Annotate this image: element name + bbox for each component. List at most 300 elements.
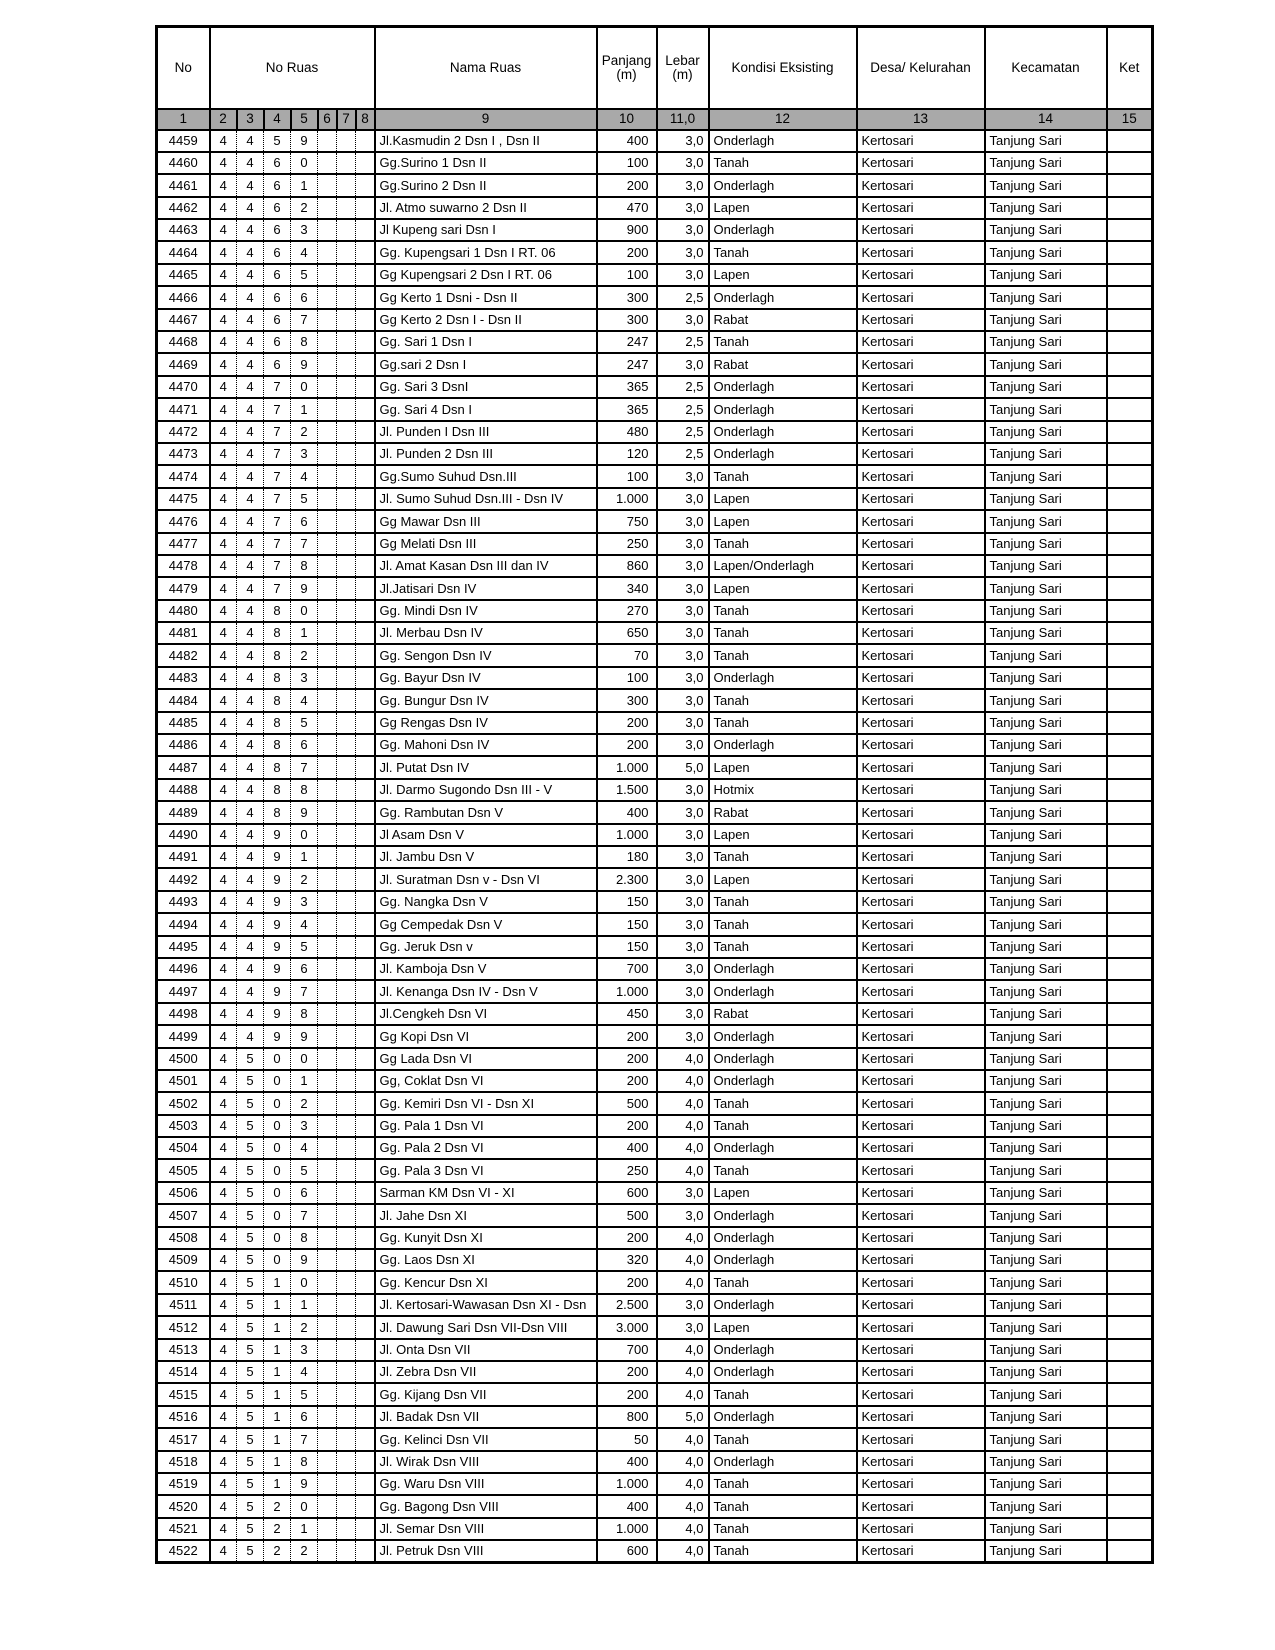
header-no-ruas: No Ruas — [210, 27, 375, 109]
ruas-digit-cell: 6 — [264, 174, 291, 196]
width-cell: 2,5 — [657, 421, 709, 443]
table-row — [157, 1092, 1153, 1114]
table-row — [157, 1406, 1153, 1428]
condition-cell: Tanah — [709, 1495, 857, 1517]
ruas-digit-cell: 4 — [210, 1070, 237, 1092]
ruas-digit-cell: 8 — [291, 331, 318, 353]
width-cell: 3,0 — [657, 1204, 709, 1226]
ruas-digit-cell: 0 — [264, 1048, 291, 1070]
ruas-digit-cell: 4 — [237, 846, 264, 868]
table-row — [157, 1115, 1153, 1137]
ruas-empty-cell — [318, 756, 337, 778]
ruas-digit-cell: 5 — [237, 1383, 264, 1405]
width-cell: 3,0 — [657, 712, 709, 734]
table-row — [157, 1473, 1153, 1495]
table-row — [157, 286, 1153, 308]
column-number-cell: 9 — [375, 109, 597, 130]
remarks-cell — [1107, 1495, 1153, 1517]
length-cell: 1.500 — [597, 779, 657, 801]
condition-cell: Tanah — [709, 533, 857, 555]
length-cell: 100 — [597, 152, 657, 174]
road-name-cell: Gg. Jeruk Dsn v — [375, 936, 597, 958]
ruas-digit-cell: 1 — [291, 398, 318, 420]
ruas-empty-cell — [318, 1495, 337, 1517]
village-cell: Kertosari — [857, 174, 985, 196]
road-name-cell: Gg. Pala 3 Dsn VI — [375, 1159, 597, 1181]
ruas-empty-cell — [356, 1540, 375, 1562]
ruas-digit-cell: 4 — [237, 264, 264, 286]
condition-cell: Onderlagh — [709, 1406, 857, 1428]
ruas-empty-cell — [318, 801, 337, 823]
ruas-empty-cell — [337, 958, 356, 980]
ruas-digit-cell: 8 — [264, 644, 291, 666]
district-cell: Tanjung Sari — [985, 1159, 1107, 1181]
ruas-empty-cell — [337, 443, 356, 465]
row-number-cell: 4520 — [157, 1495, 210, 1517]
ruas-empty-cell — [318, 286, 337, 308]
ruas-digit-cell: 4 — [210, 197, 237, 219]
ruas-empty-cell — [337, 1473, 356, 1495]
width-cell: 3,0 — [657, 600, 709, 622]
village-cell: Kertosari — [857, 197, 985, 219]
remarks-cell — [1107, 510, 1153, 532]
road-name-cell: Jl. Zebra Dsn VII — [375, 1361, 597, 1383]
ruas-digit-cell: 8 — [264, 801, 291, 823]
ruas-empty-cell — [356, 1383, 375, 1405]
table-row — [157, 1159, 1153, 1181]
ruas-empty-cell — [318, 197, 337, 219]
column-number-cell: 12 — [709, 109, 857, 130]
row-number-cell: 4496 — [157, 958, 210, 980]
ruas-digit-cell: 8 — [264, 712, 291, 734]
header-nama-ruas: Nama Ruas — [375, 27, 597, 109]
ruas-empty-cell — [337, 1092, 356, 1114]
row-number-cell: 4510 — [157, 1271, 210, 1293]
ruas-empty-cell — [356, 1428, 375, 1450]
ruas-empty-cell — [337, 1428, 356, 1450]
village-cell: Kertosari — [857, 667, 985, 689]
condition-cell: Lapen — [709, 197, 857, 219]
width-cell: 2,5 — [657, 443, 709, 465]
ruas-empty-cell — [337, 398, 356, 420]
table-row — [157, 1271, 1153, 1293]
ruas-digit-cell: 4 — [210, 958, 237, 980]
ruas-digit-cell: 4 — [237, 555, 264, 577]
header-lebar — [657, 27, 709, 109]
length-cell: 400 — [597, 1451, 657, 1473]
ruas-digit-cell: 4 — [237, 936, 264, 958]
width-cell: 3,0 — [657, 309, 709, 331]
table-row — [157, 353, 1153, 375]
ruas-digit-cell: 7 — [264, 577, 291, 599]
row-number-cell: 4487 — [157, 756, 210, 778]
width-cell: 4,0 — [657, 1271, 709, 1293]
remarks-cell — [1107, 488, 1153, 510]
width-cell: 3,0 — [657, 510, 709, 532]
ruas-empty-cell — [318, 264, 337, 286]
ruas-digit-cell: 9 — [291, 130, 318, 152]
row-number-cell: 4516 — [157, 1406, 210, 1428]
district-cell: Tanjung Sari — [985, 1406, 1107, 1428]
village-cell: Kertosari — [857, 1048, 985, 1070]
width-cell: 3,0 — [657, 241, 709, 263]
column-number-cell: 1 — [157, 109, 210, 130]
ruas-digit-cell: 4 — [237, 958, 264, 980]
table-row — [157, 1495, 1153, 1517]
table-row — [157, 1451, 1153, 1473]
ruas-digit-cell: 1 — [291, 622, 318, 644]
ruas-empty-cell — [337, 891, 356, 913]
ruas-digit-cell: 8 — [291, 779, 318, 801]
width-cell: 3,0 — [657, 577, 709, 599]
road-name-cell: Gg Kupengsari 2 Dsn I RT. 06 — [375, 264, 597, 286]
road-name-cell: Gg. Pala 2 Dsn VI — [375, 1137, 597, 1159]
ruas-empty-cell — [356, 197, 375, 219]
table-row — [157, 376, 1153, 398]
ruas-empty-cell — [356, 1406, 375, 1428]
ruas-digit-cell: 7 — [264, 465, 291, 487]
ruas-empty-cell — [356, 241, 375, 263]
road-name-cell: Gg. Nangka Dsn V — [375, 891, 597, 913]
ruas-digit-cell: 4 — [237, 712, 264, 734]
district-cell: Tanjung Sari — [985, 1339, 1107, 1361]
condition-cell: Rabat — [709, 353, 857, 375]
ruas-empty-cell — [337, 421, 356, 443]
district-cell: Tanjung Sari — [985, 331, 1107, 353]
ruas-empty-cell — [337, 1003, 356, 1025]
width-cell: 3,0 — [657, 779, 709, 801]
width-cell: 3,0 — [657, 622, 709, 644]
row-number-cell: 4493 — [157, 891, 210, 913]
ruas-digit-cell: 4 — [237, 980, 264, 1002]
condition-cell: Onderlagh — [709, 174, 857, 196]
ruas-digit-cell: 5 — [237, 1406, 264, 1428]
ruas-digit-cell: 8 — [264, 667, 291, 689]
road-name-cell: Gg. Kelinci Dsn VII — [375, 1428, 597, 1450]
ruas-digit-cell: 6 — [264, 286, 291, 308]
remarks-cell — [1107, 353, 1153, 375]
length-cell: 340 — [597, 577, 657, 599]
row-number-cell: 4503 — [157, 1115, 210, 1137]
remarks-cell — [1107, 622, 1153, 644]
ruas-digit-cell: 4 — [210, 868, 237, 890]
length-cell: 600 — [597, 1540, 657, 1562]
ruas-empty-cell — [356, 1204, 375, 1226]
length-cell: 650 — [597, 622, 657, 644]
village-cell: Kertosari — [857, 398, 985, 420]
ruas-digit-cell: 7 — [291, 309, 318, 331]
road-name-cell: Gg. Waru Dsn VIII — [375, 1473, 597, 1495]
ruas-empty-cell — [356, 868, 375, 890]
length-cell: 247 — [597, 331, 657, 353]
row-number-cell: 4505 — [157, 1159, 210, 1181]
ruas-digit-cell: 1 — [291, 846, 318, 868]
table-row — [157, 555, 1153, 577]
ruas-empty-cell — [356, 398, 375, 420]
village-cell: Kertosari — [857, 891, 985, 913]
road-name-cell: Gg. Bungur Dsn IV — [375, 689, 597, 711]
condition-cell: Tanah — [709, 846, 857, 868]
ruas-digit-cell: 5 — [237, 1316, 264, 1338]
ruas-empty-cell — [318, 1518, 337, 1540]
ruas-digit-cell: 0 — [264, 1070, 291, 1092]
ruas-digit-cell: 0 — [291, 1495, 318, 1517]
row-number-cell: 4507 — [157, 1204, 210, 1226]
ruas-empty-cell — [356, 667, 375, 689]
ruas-empty-cell — [318, 712, 337, 734]
condition-cell: Onderlagh — [709, 734, 857, 756]
village-cell: Kertosari — [857, 1406, 985, 1428]
ruas-digit-cell: 4 — [210, 353, 237, 375]
village-cell: Kertosari — [857, 309, 985, 331]
table-row — [157, 622, 1153, 644]
road-name-cell: Gg. Sari 4 Dsn I — [375, 398, 597, 420]
village-cell: Kertosari — [857, 913, 985, 935]
condition-cell: Onderlagh — [709, 286, 857, 308]
ruas-digit-cell: 1 — [264, 1473, 291, 1495]
village-cell: Kertosari — [857, 868, 985, 890]
district-cell: Tanjung Sari — [985, 376, 1107, 398]
ruas-digit-cell: 0 — [264, 1182, 291, 1204]
ruas-digit-cell: 7 — [291, 980, 318, 1002]
table-row — [157, 443, 1153, 465]
condition-cell: Onderlagh — [709, 1249, 857, 1271]
ruas-empty-cell — [337, 577, 356, 599]
district-cell: Tanjung Sari — [985, 443, 1107, 465]
condition-cell: Lapen — [709, 756, 857, 778]
condition-cell: Tanah — [709, 689, 857, 711]
district-cell: Tanjung Sari — [985, 1540, 1107, 1562]
village-cell: Kertosari — [857, 936, 985, 958]
width-cell: 3,0 — [657, 219, 709, 241]
column-number-cell: 11,0 — [657, 109, 709, 130]
table-row — [157, 577, 1153, 599]
condition-cell: Tanah — [709, 1159, 857, 1181]
ruas-empty-cell — [337, 376, 356, 398]
condition-cell: Tanah — [709, 913, 857, 935]
row-number-cell: 4498 — [157, 1003, 210, 1025]
village-cell: Kertosari — [857, 756, 985, 778]
row-number-cell: 4509 — [157, 1249, 210, 1271]
road-name-cell: Jl. Kamboja Dsn V — [375, 958, 597, 980]
road-name-cell: Gg. Mahoni Dsn IV — [375, 734, 597, 756]
table-row — [157, 1316, 1153, 1338]
width-cell: 3,0 — [657, 264, 709, 286]
ruas-empty-cell — [337, 1249, 356, 1271]
ruas-empty-cell — [318, 868, 337, 890]
length-cell: 400 — [597, 130, 657, 152]
condition-cell: Lapen — [709, 577, 857, 599]
column-number-cell: 6 — [318, 109, 337, 130]
ruas-digit-cell: 4 — [237, 398, 264, 420]
row-number-cell: 4506 — [157, 1182, 210, 1204]
ruas-empty-cell — [318, 1048, 337, 1070]
ruas-digit-cell: 4 — [210, 533, 237, 555]
district-cell: Tanjung Sari — [985, 510, 1107, 532]
ruas-digit-cell: 5 — [237, 1518, 264, 1540]
table-row — [157, 1361, 1153, 1383]
length-cell: 2.300 — [597, 868, 657, 890]
width-cell: 4,0 — [657, 1115, 709, 1137]
ruas-digit-cell: 1 — [264, 1294, 291, 1316]
village-cell: Kertosari — [857, 1137, 985, 1159]
village-cell: Kertosari — [857, 1383, 985, 1405]
ruas-empty-cell — [318, 398, 337, 420]
remarks-cell — [1107, 1159, 1153, 1181]
ruas-empty-cell — [318, 510, 337, 532]
ruas-digit-cell: 4 — [210, 1540, 237, 1562]
table-header-row — [157, 27, 1153, 109]
district-cell: Tanjung Sari — [985, 1495, 1107, 1517]
ruas-empty-cell — [356, 644, 375, 666]
length-cell: 50 — [597, 1428, 657, 1450]
remarks-cell — [1107, 667, 1153, 689]
width-cell: 2,5 — [657, 331, 709, 353]
ruas-empty-cell — [356, 1361, 375, 1383]
length-cell: 200 — [597, 1070, 657, 1092]
ruas-digit-cell: 5 — [291, 1383, 318, 1405]
village-cell: Kertosari — [857, 712, 985, 734]
ruas-digit-cell: 4 — [210, 1361, 237, 1383]
ruas-digit-cell: 2 — [291, 421, 318, 443]
remarks-cell — [1107, 241, 1153, 263]
district-cell: Tanjung Sari — [985, 465, 1107, 487]
header-lebar-label: Lebar — [665, 52, 700, 68]
row-number-cell: 4518 — [157, 1451, 210, 1473]
ruas-digit-cell: 5 — [237, 1495, 264, 1517]
ruas-digit-cell: 4 — [210, 734, 237, 756]
village-cell: Kertosari — [857, 241, 985, 263]
remarks-cell — [1107, 1316, 1153, 1338]
table-row — [157, 130, 1153, 152]
remarks-cell — [1107, 577, 1153, 599]
ruas-empty-cell — [356, 219, 375, 241]
village-cell: Kertosari — [857, 1025, 985, 1047]
ruas-empty-cell — [318, 1070, 337, 1092]
header-kecamatan: Kecamatan — [985, 27, 1107, 109]
condition-cell: Onderlagh — [709, 443, 857, 465]
road-name-cell: Gg.Sumo Suhud Dsn.III — [375, 465, 597, 487]
width-cell: 3,0 — [657, 152, 709, 174]
ruas-empty-cell — [356, 689, 375, 711]
ruas-digit-cell: 1 — [264, 1428, 291, 1450]
ruas-digit-cell: 3 — [291, 667, 318, 689]
ruas-empty-cell — [356, 622, 375, 644]
ruas-digit-cell: 0 — [291, 152, 318, 174]
condition-cell: Lapen — [709, 1316, 857, 1338]
district-cell: Tanjung Sari — [985, 1451, 1107, 1473]
ruas-empty-cell — [356, 1070, 375, 1092]
length-cell: 860 — [597, 555, 657, 577]
remarks-cell — [1107, 1227, 1153, 1249]
ruas-digit-cell: 9 — [264, 913, 291, 935]
village-cell: Kertosari — [857, 1159, 985, 1181]
ruas-empty-cell — [318, 1294, 337, 1316]
road-name-cell: Gg. Pala 1 Dsn VI — [375, 1115, 597, 1137]
ruas-digit-cell: 9 — [264, 1025, 291, 1047]
road-name-cell: Gg. Bagong Dsn VIII — [375, 1495, 597, 1517]
district-cell: Tanjung Sari — [985, 1182, 1107, 1204]
table-row — [157, 846, 1153, 868]
ruas-empty-cell — [356, 980, 375, 1002]
ruas-empty-cell — [356, 309, 375, 331]
ruas-empty-cell — [337, 1271, 356, 1293]
ruas-digit-cell: 0 — [291, 1048, 318, 1070]
table-row — [157, 600, 1153, 622]
ruas-empty-cell — [337, 1048, 356, 1070]
village-cell: Kertosari — [857, 443, 985, 465]
condition-cell: Tanah — [709, 891, 857, 913]
ruas-empty-cell — [318, 152, 337, 174]
ruas-empty-cell — [318, 443, 337, 465]
remarks-cell — [1107, 1048, 1153, 1070]
table-row — [157, 398, 1153, 420]
ruas-empty-cell — [318, 488, 337, 510]
width-cell: 4,0 — [657, 1495, 709, 1517]
ruas-empty-cell — [318, 1361, 337, 1383]
road-inventory-table — [155, 25, 1154, 1564]
ruas-empty-cell — [356, 130, 375, 152]
ruas-empty-cell — [337, 846, 356, 868]
ruas-digit-cell: 4 — [210, 712, 237, 734]
ruas-empty-cell — [356, 779, 375, 801]
ruas-empty-cell — [356, 555, 375, 577]
district-cell: Tanjung Sari — [985, 891, 1107, 913]
column-number-cell: 3 — [237, 109, 264, 130]
row-number-cell: 4489 — [157, 801, 210, 823]
ruas-digit-cell: 4 — [237, 309, 264, 331]
row-number-cell: 4478 — [157, 555, 210, 577]
column-number-cell: 4 — [264, 109, 291, 130]
table-row — [157, 1518, 1153, 1540]
ruas-digit-cell: 6 — [291, 1182, 318, 1204]
condition-cell: Tanah — [709, 1271, 857, 1293]
ruas-empty-cell — [337, 353, 356, 375]
remarks-cell — [1107, 1115, 1153, 1137]
ruas-digit-cell: 5 — [237, 1540, 264, 1562]
road-name-cell: Jl. Dawung Sari Dsn VII-Dsn VIII — [375, 1316, 597, 1338]
table-row — [157, 465, 1153, 487]
ruas-digit-cell: 2 — [291, 868, 318, 890]
district-cell: Tanjung Sari — [985, 913, 1107, 935]
width-cell: 3,0 — [657, 913, 709, 935]
district-cell: Tanjung Sari — [985, 936, 1107, 958]
table-row — [157, 1540, 1153, 1562]
remarks-cell — [1107, 443, 1153, 465]
condition-cell: Onderlagh — [709, 667, 857, 689]
ruas-empty-cell — [356, 331, 375, 353]
ruas-digit-cell: 4 — [210, 1137, 237, 1159]
condition-cell: Rabat — [709, 309, 857, 331]
ruas-digit-cell: 4 — [210, 1428, 237, 1450]
ruas-digit-cell: 4 — [237, 689, 264, 711]
ruas-digit-cell: 4 — [210, 421, 237, 443]
length-cell: 100 — [597, 465, 657, 487]
ruas-empty-cell — [356, 1294, 375, 1316]
ruas-digit-cell: 0 — [264, 1159, 291, 1181]
ruas-digit-cell: 4 — [210, 667, 237, 689]
ruas-empty-cell — [356, 577, 375, 599]
table-row — [157, 1048, 1153, 1070]
table-row — [157, 1227, 1153, 1249]
width-cell: 3,0 — [657, 1003, 709, 1025]
ruas-empty-cell — [356, 1473, 375, 1495]
road-name-cell: Gg Kopi Dsn VI — [375, 1025, 597, 1047]
remarks-cell — [1107, 152, 1153, 174]
length-cell: 200 — [597, 1115, 657, 1137]
column-number-row — [157, 109, 1153, 130]
district-cell: Tanjung Sari — [985, 712, 1107, 734]
